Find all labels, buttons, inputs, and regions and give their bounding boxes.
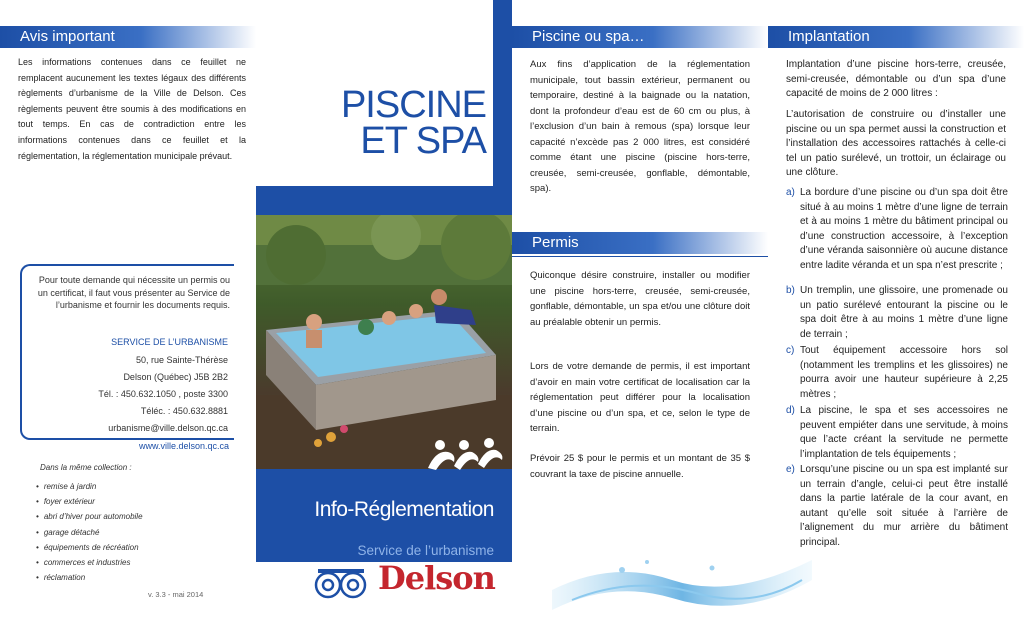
cover-title-line1: PISCINE <box>340 84 486 126</box>
list-item-letter: e) <box>786 464 795 475</box>
contact-email[interactable]: urbanisme@ville.delson.qc.ca <box>108 423 228 433</box>
implantation-intro: Implantation d’une piscine hors-terre, creusée, semi-creusée, démontable ou d’un spa d’une capacité de moins de 2 000 litres : <box>786 59 1006 99</box>
contact-phone: Tél. : 450.632.1050 , poste 3300 <box>98 389 228 399</box>
contact-address-street: 50, rue Sainte-Thérèse <box>135 355 228 365</box>
list-item-text: Tout équipement accessoire hors sol (notamment les tremplins et les glissoires) ne pourra avoir une hauteur supérieure à 2,25 mètres ; <box>800 345 1008 400</box>
list-item <box>786 284 1008 342</box>
website-link[interactable]: www.ville.delson.qc.ca <box>138 441 229 451</box>
piscine-heading: Piscine ou spa… <box>512 26 768 48</box>
list-item: • remise à jardin <box>36 479 143 494</box>
list-item-letter: b) <box>786 285 795 296</box>
panel-implantation <box>768 0 1024 622</box>
contact-fax: Téléc. : 450.632.8881 <box>140 406 228 416</box>
panel-cover <box>256 0 512 622</box>
list-item <box>786 186 1008 273</box>
list-item: • abri d’hiver pour automobile <box>36 509 143 524</box>
list-item-letter: a) <box>786 187 795 198</box>
panel-avis <box>0 0 256 622</box>
permis-text-2: Lors de votre demande de permis, il est important d’avoir en main votre certificat de localisation car la réglementation peut différer pour la localisation d’une piscine ou d’un spa, et ce, selon le type de terrain. <box>530 361 750 434</box>
version-label: v. 3.3 - mai 2014 <box>148 590 204 599</box>
implantation-heading: Implantation <box>768 26 1024 48</box>
list-item <box>786 344 1008 402</box>
permis-text-3: Prévoir 25 $ pour le permis et un montant de 35 $ couvrant la taxe de piscine annuelle. <box>530 453 750 480</box>
permis-heading: Permis <box>512 232 768 254</box>
list-item: • réclamation <box>36 570 143 585</box>
list-item-text: La bordure d’une piscine ou d’un spa doit être situé à au moins 1 mètre d’une ligne de terrain et à au moins 1 mètre du bâtiment principal ou d’une construction accessoire, à l’exception d’une véranda saisonnière où aucune distance entre ladite véranda et un spa n’est prescrite ; <box>800 187 1008 271</box>
avis-heading: Avis important <box>0 26 256 48</box>
list-item: • commerces et industries <box>36 555 143 570</box>
list-item-text: La piscine, le spa et ses accessoires ne peuvent empiéter dans une servitude, à moins que l’acte créant la servitude ne permette l’implantation de tels équipements ; <box>800 405 1008 460</box>
list-item <box>786 404 1008 462</box>
piscine-text: Aux fins d’application de la réglementation municipale, tout bassin extérieur, permanent ou temporaire, destiné à la baignade ou la natation, dont la profondeur d’eau est de 60 cm ou plus, à l’exclusion d’un bain à remous (spa) lorsque leur capacité n’excède pas 2 000 litres, est considéré comme étant une piscine (piscine hors-terre, creusée, semi-creusée, gonflable, démontable, spa). <box>530 59 750 194</box>
cover-title-line2: ET SPA <box>360 120 486 162</box>
list-item-text: Lorsqu’une piscine ou un spa est implanté sur un terrain d’angle, celui-ci peut être installé dans la partie latérale de la cour avant, en autant qu’elle soit située à l’arrière de l’alignement du mur arrière du bâtiment principal. <box>800 464 1008 548</box>
info-title: Info-Réglementation <box>314 498 494 521</box>
list-item <box>786 463 1008 550</box>
implantation-text: L’autorisation de construire ou d’installer une piscine ou un spa permet aussi la construction et l’installation des accessoires rattachés à celle-ci tel un patio surélevé, un trottoir, un éclairage ou une clôture. <box>786 109 1006 178</box>
permis-text-1: Quiconque désire construire, installer ou modifier une piscine hors-terre, creusée, semi-creusée, gonflable, démontable, un spa et/ou une clôture doit au préalable obtenir un permis. <box>530 270 750 328</box>
contact-box <box>20 264 234 440</box>
collection-list <box>36 479 143 585</box>
list-item-letter: d) <box>786 405 795 416</box>
contact-intro: Pour toute demande qui nécessite un permis ou un certificat, il faut vous présenter au Service de l’urbanisme et fournir les documents requis. <box>37 275 230 310</box>
panel-piscine <box>512 0 768 622</box>
avis-text: Les informations contenues dans ce feuillet ne remplacent aucunement les textes légaux des différents règlements d’urbanisme de la Ville de Delson. Ces règlements peuvent être soumis à des modifications en tout temps. En cas de contradiction entre les informations contenues dans ce feuillet et la réglementation, la réglementation municipale prévaut. <box>18 57 246 161</box>
contact-service: SERVICE DE L’URBANISME <box>111 337 228 347</box>
divider <box>512 256 768 257</box>
list-item-letter: c) <box>786 345 795 356</box>
collection-title: Dans la même collection : <box>40 463 132 472</box>
delson-logo-text: Delson <box>378 559 495 597</box>
list-item-text: Un tremplin, une glissoire, une promenade ou un patio surélevé entourant la piscine ou le spa doit être à au moins 1 mètre d’une ligne de terrain ; <box>800 285 1008 340</box>
contact-address-city: Delson (Québec) J5B 2B2 <box>123 372 228 382</box>
list-item: • équipements de récréation <box>36 540 143 555</box>
list-item: • garage détaché <box>36 525 143 540</box>
figures-icon <box>426 438 506 474</box>
list-item: • foyer extérieur <box>36 494 143 509</box>
service-subtitle: Service de l’urbanisme <box>357 543 494 558</box>
spa-photo <box>256 215 512 469</box>
